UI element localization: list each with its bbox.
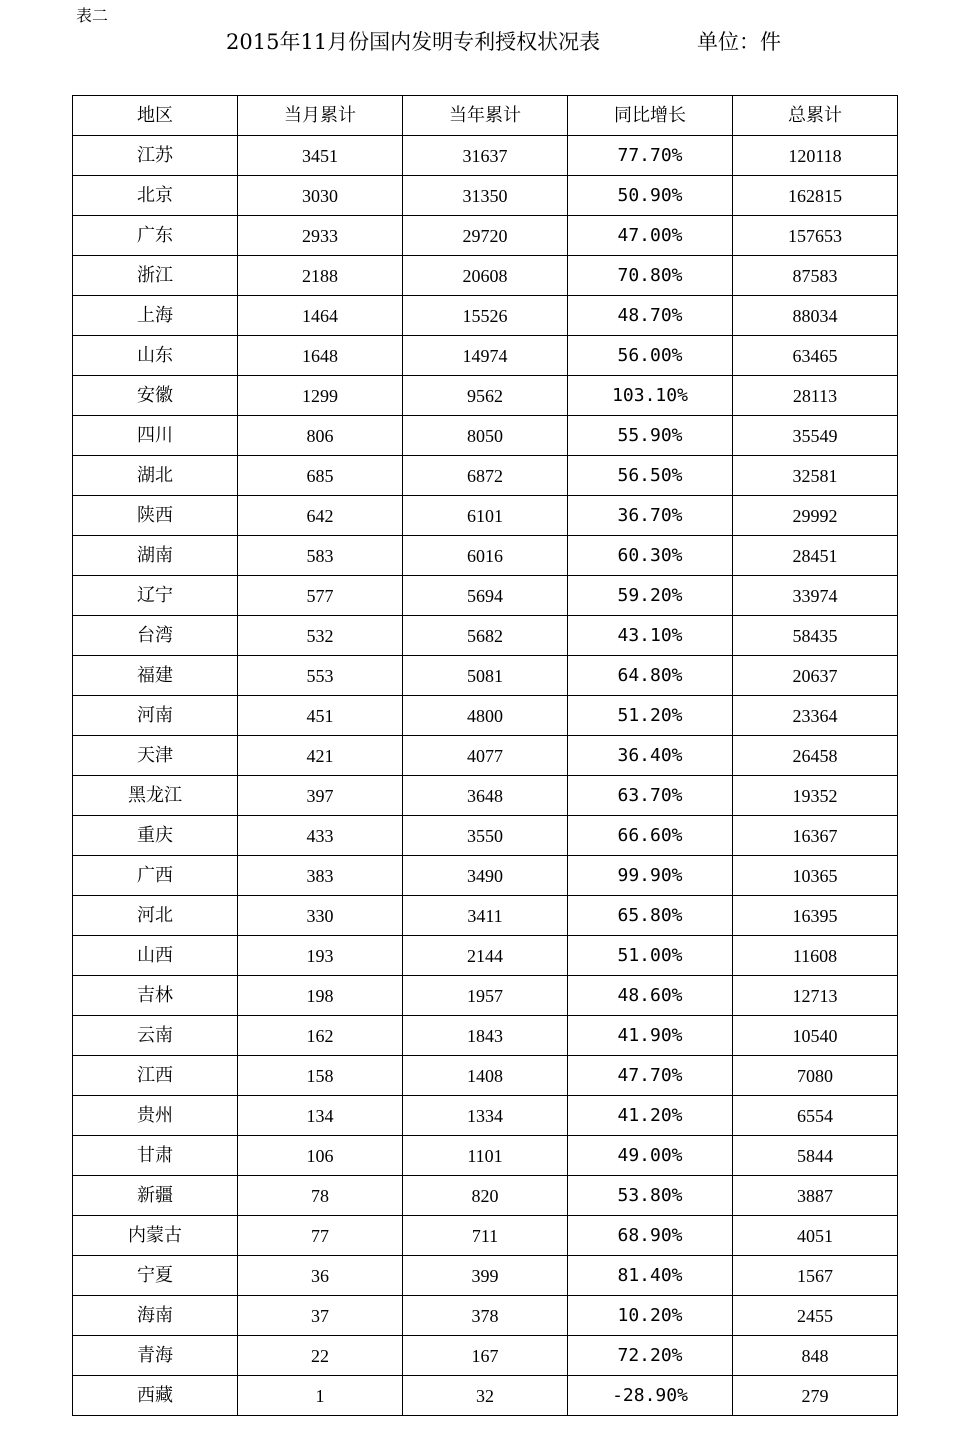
yoy-growth-cell: 10.20%: [568, 1296, 733, 1336]
yearly-count-cell: 820: [403, 1176, 568, 1216]
yearly-count-cell: 31637: [403, 136, 568, 176]
yoy-growth-cell: -28.90%: [568, 1376, 733, 1416]
region-cell: 福建: [73, 656, 238, 696]
yoy-growth-cell: 43.10%: [568, 616, 733, 656]
region-cell: 青海: [73, 1336, 238, 1376]
table-row: [73, 1016, 898, 1056]
region-cell: 云南: [73, 1016, 238, 1056]
yearly-count-cell: 711: [403, 1216, 568, 1256]
yearly-count-cell: 3648: [403, 776, 568, 816]
yoy-growth-cell: 103.10%: [568, 376, 733, 416]
region-cell: 北京: [73, 176, 238, 216]
region-cell: 湖南: [73, 536, 238, 576]
region-cell: 安徽: [73, 376, 238, 416]
total-count-cell: 28451: [733, 536, 898, 576]
yearly-count-cell: 1334: [403, 1096, 568, 1136]
region-cell: 陕西: [73, 496, 238, 536]
total-count-cell: 7080: [733, 1056, 898, 1096]
region-cell: 重庆: [73, 816, 238, 856]
total-count-cell: 19352: [733, 776, 898, 816]
total-count-cell: 32581: [733, 456, 898, 496]
region-cell: 内蒙古: [73, 1216, 238, 1256]
column-header-yoy-growth: 同比增长: [568, 96, 733, 136]
region-cell: 四川: [73, 416, 238, 456]
table-row: [73, 816, 898, 856]
yoy-growth-cell: 64.80%: [568, 656, 733, 696]
total-count-cell: 87583: [733, 256, 898, 296]
patent-grant-table: [72, 95, 898, 1416]
total-count-cell: 11608: [733, 936, 898, 976]
yearly-count-cell: 29720: [403, 216, 568, 256]
yoy-growth-cell: 99.90%: [568, 856, 733, 896]
yearly-count-cell: 4077: [403, 736, 568, 776]
monthly-count-cell: 2188: [238, 256, 403, 296]
table-row: [73, 936, 898, 976]
yoy-growth-cell: 70.80%: [568, 256, 733, 296]
yearly-count-cell: 6101: [403, 496, 568, 536]
yearly-count-cell: 167: [403, 1336, 568, 1376]
monthly-count-cell: 37: [238, 1296, 403, 1336]
yoy-growth-cell: 49.00%: [568, 1136, 733, 1176]
region-cell: 上海: [73, 296, 238, 336]
table-row: [73, 536, 898, 576]
total-count-cell: 10365: [733, 856, 898, 896]
monthly-count-cell: 3451: [238, 136, 403, 176]
table-row: [73, 176, 898, 216]
total-count-cell: 3887: [733, 1176, 898, 1216]
table-label: 表二: [76, 6, 109, 25]
yearly-count-cell: 8050: [403, 416, 568, 456]
total-count-cell: 12713: [733, 976, 898, 1016]
yearly-count-cell: 6872: [403, 456, 568, 496]
yoy-growth-cell: 72.20%: [568, 1336, 733, 1376]
yoy-growth-cell: 66.60%: [568, 816, 733, 856]
monthly-count-cell: 22: [238, 1336, 403, 1376]
table-row: [73, 416, 898, 456]
yearly-count-cell: 32: [403, 1376, 568, 1416]
total-count-cell: 157653: [733, 216, 898, 256]
total-count-cell: 29992: [733, 496, 898, 536]
monthly-count-cell: 583: [238, 536, 403, 576]
monthly-count-cell: 532: [238, 616, 403, 656]
total-count-cell: 2455: [733, 1296, 898, 1336]
table-row: [73, 696, 898, 736]
table-row: [73, 1176, 898, 1216]
table-row: [73, 776, 898, 816]
region-cell: 广西: [73, 856, 238, 896]
yoy-growth-cell: 50.90%: [568, 176, 733, 216]
yearly-count-cell: 378: [403, 1296, 568, 1336]
table-header-row: [73, 96, 898, 136]
region-cell: 吉林: [73, 976, 238, 1016]
total-count-cell: 16395: [733, 896, 898, 936]
total-count-cell: 5844: [733, 1136, 898, 1176]
table-body: [73, 136, 898, 1416]
total-count-cell: 16367: [733, 816, 898, 856]
yoy-growth-cell: 81.40%: [568, 1256, 733, 1296]
yoy-growth-cell: 36.40%: [568, 736, 733, 776]
region-cell: 江西: [73, 1056, 238, 1096]
column-header-monthly: 当月累计: [238, 96, 403, 136]
yearly-count-cell: 1957: [403, 976, 568, 1016]
region-cell: 新疆: [73, 1176, 238, 1216]
region-cell: 河北: [73, 896, 238, 936]
column-header-region: 地区: [73, 96, 238, 136]
region-cell: 甘肃: [73, 1136, 238, 1176]
total-count-cell: 26458: [733, 736, 898, 776]
table-row: [73, 1056, 898, 1096]
monthly-count-cell: 397: [238, 776, 403, 816]
region-cell: 山西: [73, 936, 238, 976]
region-cell: 湖北: [73, 456, 238, 496]
yearly-count-cell: 2144: [403, 936, 568, 976]
yoy-growth-cell: 51.00%: [568, 936, 733, 976]
monthly-count-cell: 806: [238, 416, 403, 456]
yoy-growth-cell: 41.20%: [568, 1096, 733, 1136]
yearly-count-cell: 5081: [403, 656, 568, 696]
yoy-growth-cell: 77.70%: [568, 136, 733, 176]
yoy-growth-cell: 55.90%: [568, 416, 733, 456]
yoy-growth-cell: 36.70%: [568, 496, 733, 536]
yearly-count-cell: 6016: [403, 536, 568, 576]
monthly-count-cell: 1648: [238, 336, 403, 376]
yoy-growth-cell: 48.70%: [568, 296, 733, 336]
yearly-count-cell: 3550: [403, 816, 568, 856]
yoy-growth-cell: 60.30%: [568, 536, 733, 576]
table-row: [73, 216, 898, 256]
yearly-count-cell: 4800: [403, 696, 568, 736]
table-row: [73, 856, 898, 896]
total-count-cell: 88034: [733, 296, 898, 336]
total-count-cell: 23364: [733, 696, 898, 736]
region-cell: 黑龙江: [73, 776, 238, 816]
table-row: [73, 336, 898, 376]
monthly-count-cell: 451: [238, 696, 403, 736]
yoy-growth-cell: 56.00%: [568, 336, 733, 376]
monthly-count-cell: 162: [238, 1016, 403, 1056]
total-count-cell: 28113: [733, 376, 898, 416]
column-header-total: 总累计: [733, 96, 898, 136]
yearly-count-cell: 9562: [403, 376, 568, 416]
region-cell: 贵州: [73, 1096, 238, 1136]
monthly-count-cell: 158: [238, 1056, 403, 1096]
total-count-cell: 120118: [733, 136, 898, 176]
table-row: [73, 1136, 898, 1176]
table-row: [73, 136, 898, 176]
monthly-count-cell: 134: [238, 1096, 403, 1136]
total-count-cell: 4051: [733, 1216, 898, 1256]
table-row: [73, 656, 898, 696]
region-cell: 山东: [73, 336, 238, 376]
table-row: [73, 736, 898, 776]
total-count-cell: 20637: [733, 656, 898, 696]
yoy-growth-cell: 65.80%: [568, 896, 733, 936]
region-cell: 台湾: [73, 616, 238, 656]
yearly-count-cell: 1408: [403, 1056, 568, 1096]
monthly-count-cell: 106: [238, 1136, 403, 1176]
table-row: [73, 376, 898, 416]
total-count-cell: 63465: [733, 336, 898, 376]
yearly-count-cell: 5682: [403, 616, 568, 656]
total-count-cell: 33974: [733, 576, 898, 616]
yearly-count-cell: 20608: [403, 256, 568, 296]
yoy-growth-cell: 63.70%: [568, 776, 733, 816]
region-cell: 海南: [73, 1296, 238, 1336]
table-row: [73, 256, 898, 296]
monthly-count-cell: 421: [238, 736, 403, 776]
yearly-count-cell: 3411: [403, 896, 568, 936]
yoy-growth-cell: 51.20%: [568, 696, 733, 736]
region-cell: 广东: [73, 216, 238, 256]
monthly-count-cell: 1: [238, 1376, 403, 1416]
yearly-count-cell: 399: [403, 1256, 568, 1296]
region-cell: 宁夏: [73, 1256, 238, 1296]
yearly-count-cell: 5694: [403, 576, 568, 616]
table-row: [73, 896, 898, 936]
yearly-count-cell: 1101: [403, 1136, 568, 1176]
monthly-count-cell: 553: [238, 656, 403, 696]
total-count-cell: 58435: [733, 616, 898, 656]
table-row: [73, 1216, 898, 1256]
column-header-yearly: 当年累计: [403, 96, 568, 136]
table-row: [73, 616, 898, 656]
yoy-growth-cell: 59.20%: [568, 576, 733, 616]
region-cell: 河南: [73, 696, 238, 736]
total-count-cell: 10540: [733, 1016, 898, 1056]
monthly-count-cell: 330: [238, 896, 403, 936]
total-count-cell: 279: [733, 1376, 898, 1416]
region-cell: 西藏: [73, 1376, 238, 1416]
monthly-count-cell: 193: [238, 936, 403, 976]
monthly-count-cell: 642: [238, 496, 403, 536]
yoy-growth-cell: 47.70%: [568, 1056, 733, 1096]
total-count-cell: 6554: [733, 1096, 898, 1136]
yoy-growth-cell: 68.90%: [568, 1216, 733, 1256]
monthly-count-cell: 77: [238, 1216, 403, 1256]
table-row: [73, 1096, 898, 1136]
yoy-growth-cell: 53.80%: [568, 1176, 733, 1216]
monthly-count-cell: 383: [238, 856, 403, 896]
table-row: [73, 496, 898, 536]
table-row: [73, 976, 898, 1016]
yearly-count-cell: 14974: [403, 336, 568, 376]
table-row: [73, 1376, 898, 1416]
monthly-count-cell: 2933: [238, 216, 403, 256]
monthly-count-cell: 36: [238, 1256, 403, 1296]
yearly-count-cell: 15526: [403, 296, 568, 336]
region-cell: 天津: [73, 736, 238, 776]
table-row: [73, 1256, 898, 1296]
monthly-count-cell: 685: [238, 456, 403, 496]
total-count-cell: 1567: [733, 1256, 898, 1296]
table-row: [73, 576, 898, 616]
table-row: [73, 1336, 898, 1376]
unit-label: 单位：件: [697, 30, 781, 54]
table-row: [73, 456, 898, 496]
total-count-cell: 162815: [733, 176, 898, 216]
table-row: [73, 1296, 898, 1336]
yearly-count-cell: 3490: [403, 856, 568, 896]
yoy-growth-cell: 41.90%: [568, 1016, 733, 1056]
page-title: 2015年11月份国内发明专利授权状况表: [226, 30, 601, 54]
yearly-count-cell: 1843: [403, 1016, 568, 1056]
yoy-growth-cell: 48.60%: [568, 976, 733, 1016]
monthly-count-cell: 1464: [238, 296, 403, 336]
monthly-count-cell: 1299: [238, 376, 403, 416]
monthly-count-cell: 433: [238, 816, 403, 856]
total-count-cell: 848: [733, 1336, 898, 1376]
yearly-count-cell: 31350: [403, 176, 568, 216]
yoy-growth-cell: 56.50%: [568, 456, 733, 496]
monthly-count-cell: 577: [238, 576, 403, 616]
region-cell: 辽宁: [73, 576, 238, 616]
monthly-count-cell: 198: [238, 976, 403, 1016]
yoy-growth-cell: 47.00%: [568, 216, 733, 256]
table-row: [73, 296, 898, 336]
region-cell: 浙江: [73, 256, 238, 296]
total-count-cell: 35549: [733, 416, 898, 456]
monthly-count-cell: 78: [238, 1176, 403, 1216]
region-cell: 江苏: [73, 136, 238, 176]
monthly-count-cell: 3030: [238, 176, 403, 216]
